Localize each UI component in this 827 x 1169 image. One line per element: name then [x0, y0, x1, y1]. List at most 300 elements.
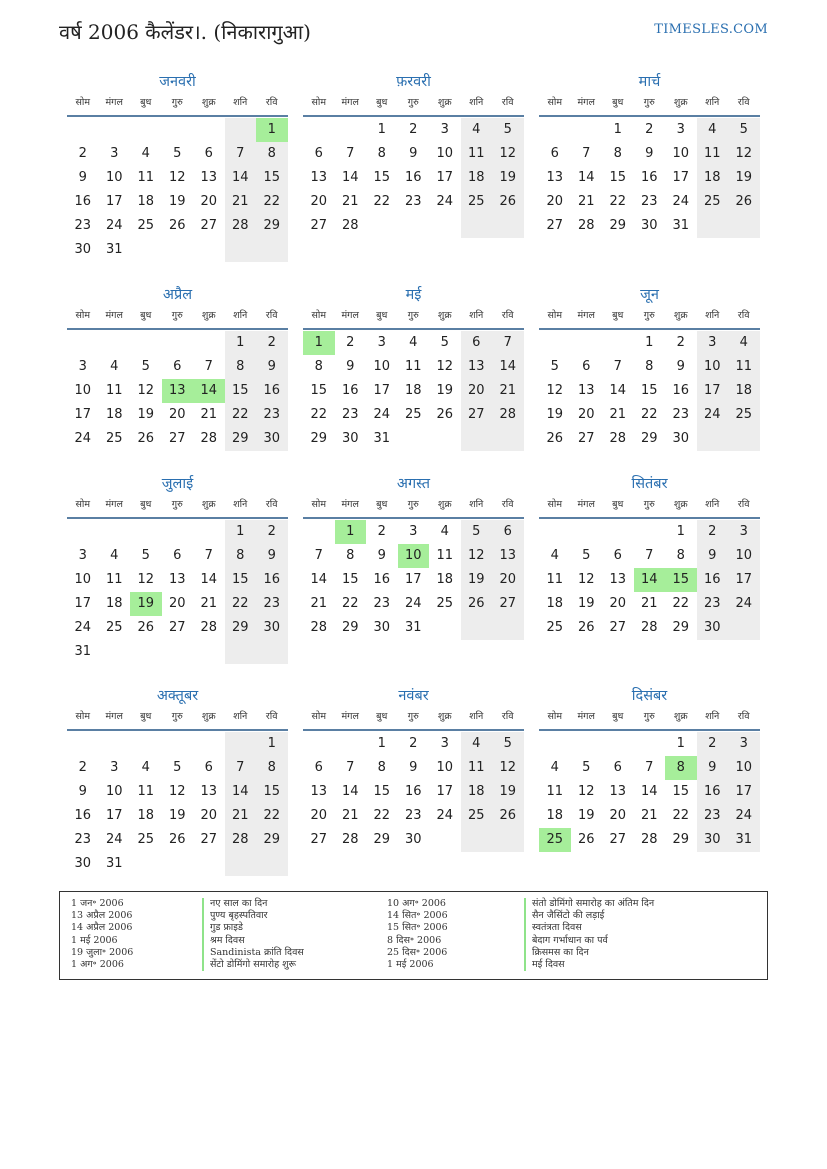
weekday-label: मंगल — [341, 310, 359, 321]
day-cell: 22 — [225, 403, 257, 427]
day-cell: 1 — [613, 122, 622, 137]
day-cell: 19 — [137, 407, 155, 422]
day-cell: 10 — [373, 359, 391, 374]
empty-cell — [429, 427, 461, 451]
weekday-label: सोम — [547, 97, 563, 108]
empty-cell — [162, 732, 194, 756]
day-cell: 22 — [341, 596, 359, 611]
legend-holiday-name: क्रिसमस का दिन — [532, 946, 589, 958]
day-cell: 4 — [550, 760, 559, 775]
day-cell: 2 — [676, 335, 685, 350]
day-cell: 28 — [200, 620, 218, 635]
weekday-header — [539, 495, 760, 519]
weekday-label: मंगल — [341, 97, 359, 108]
day-cell: 29 — [672, 620, 690, 635]
weekday-label: शुक्र — [201, 499, 216, 510]
weekday-label: शनि — [233, 499, 248, 510]
month-10 — [67, 685, 288, 876]
day-cell: 12 — [577, 572, 595, 587]
empty-cell — [256, 852, 288, 876]
day-cell: 14 — [341, 784, 359, 799]
weekday-label: गुरु — [643, 310, 655, 321]
day-cell: 24 — [672, 194, 690, 209]
month-4 — [67, 284, 288, 451]
legend-marker — [202, 898, 204, 910]
day-cell: 22 — [225, 592, 257, 616]
day-cell: 24 — [74, 620, 92, 635]
empty-cell — [99, 331, 131, 355]
day-cell: 27 — [310, 832, 328, 847]
weekday-label: सोम — [311, 310, 327, 321]
day-cell: 24 — [728, 592, 760, 616]
day-grid — [303, 331, 524, 451]
day-cell: 29 — [672, 832, 690, 847]
day-cell: 9 — [697, 544, 729, 568]
month-name: जून — [640, 287, 659, 303]
day-cell: 9 — [78, 170, 87, 185]
day-cell: 30 — [341, 431, 359, 446]
day-cell: 23 — [256, 403, 288, 427]
day-cell: 12 — [546, 383, 564, 398]
day-cell: 7 — [346, 146, 355, 161]
day-cell: 23 — [74, 832, 92, 847]
weekday-label: गुरु — [171, 310, 183, 321]
day-cell: 29 — [256, 828, 288, 852]
day-cell: 21 — [310, 596, 328, 611]
day-cell: 9 — [256, 544, 288, 568]
weekday-label: सोम — [311, 97, 327, 108]
day-cell: 30 — [404, 832, 422, 847]
empty-cell — [492, 427, 524, 451]
legend-marker — [524, 959, 526, 971]
day-cell: 21 — [225, 804, 257, 828]
day-cell: 6 — [613, 760, 622, 775]
day-grid — [539, 732, 760, 852]
day-cell: 25 — [404, 407, 422, 422]
empty-cell — [366, 214, 398, 238]
day-cell: 1 — [335, 520, 367, 544]
day-cell: 2 — [645, 122, 654, 137]
day-cell: 18 — [137, 808, 155, 823]
weekday-label: बुध — [376, 711, 388, 722]
day-cell: 2 — [256, 331, 288, 355]
legend-marker — [202, 947, 204, 959]
weekday-header — [539, 707, 760, 731]
empty-cell — [225, 732, 257, 756]
month-name: अगस्त — [396, 476, 431, 492]
day-cell: 13 — [310, 784, 328, 799]
day-cell: 10 — [436, 146, 454, 161]
weekday-label: शुक्र — [437, 711, 452, 722]
empty-cell — [162, 520, 194, 544]
day-cell: 20 — [200, 194, 218, 209]
weekday-header — [539, 306, 760, 330]
day-cell: 6 — [582, 359, 591, 374]
legend-date: 10 अग॰ 2006 — [387, 898, 446, 909]
weekday-label: बुध — [140, 97, 152, 108]
day-cell: 12 — [492, 142, 524, 166]
day-cell: 13 — [310, 170, 328, 185]
day-cell: 7 — [645, 760, 654, 775]
day-cell: 5 — [173, 146, 182, 161]
day-cell: 27 — [577, 431, 595, 446]
weekday-label: शनि — [469, 711, 484, 722]
day-cell: 9 — [346, 359, 355, 374]
empty-cell — [429, 214, 461, 238]
empty-cell — [193, 732, 225, 756]
day-cell: 28 — [225, 214, 257, 238]
day-cell: 24 — [74, 431, 92, 446]
day-cell: 14 — [492, 355, 524, 379]
weekday-label: मंगल — [105, 499, 123, 510]
month-name: नवंबर — [398, 688, 429, 704]
day-cell: 23 — [256, 592, 288, 616]
day-cell: 17 — [74, 596, 92, 611]
weekday-header — [539, 93, 760, 117]
day-cell: 1 — [225, 520, 257, 544]
day-cell: 3 — [676, 122, 685, 137]
day-cell: 20 — [609, 808, 627, 823]
legend-holiday-name: Sandinista क्रांति दिवस — [210, 946, 304, 958]
day-cell: 11 — [546, 572, 564, 587]
empty-cell — [130, 331, 162, 355]
day-cell: 20 — [492, 568, 524, 592]
day-cell: 18 — [404, 383, 422, 398]
day-cell: 15 — [672, 784, 690, 799]
day-cell: 11 — [137, 170, 155, 185]
day-cell: 8 — [346, 548, 355, 563]
empty-cell — [225, 852, 257, 876]
legend-holiday-name: सेंटो डोमिंगो समारोह शुरू — [210, 958, 297, 970]
day-cell: 7 — [225, 756, 257, 780]
day-grid — [539, 118, 760, 238]
month-7 — [67, 473, 288, 664]
weekday-label: शुक्र — [673, 310, 688, 321]
day-cell: 4 — [461, 732, 493, 756]
day-cell: 28 — [310, 620, 328, 635]
weekday-label: बुध — [140, 711, 152, 722]
empty-cell — [130, 238, 162, 262]
day-cell: 20 — [310, 194, 328, 209]
day-cell: 27 — [492, 592, 524, 616]
day-cell: 11 — [137, 784, 155, 799]
day-grid — [67, 732, 288, 876]
legend-date: 19 जुला॰ 2006 — [71, 946, 134, 958]
day-cell: 27 — [168, 431, 186, 446]
day-cell: 4 — [110, 548, 119, 563]
weekday-label: रवि — [737, 97, 750, 108]
weekday-label: सोम — [547, 711, 563, 722]
day-cell: 15 — [665, 568, 697, 592]
day-cell: 19 — [577, 808, 595, 823]
day-cell: 15 — [256, 780, 288, 804]
weekday-label: बुध — [612, 711, 624, 722]
weekday-label: बुध — [376, 310, 388, 321]
weekday-label: सोम — [311, 711, 327, 722]
empty-cell — [602, 331, 634, 355]
day-cell: 29 — [609, 218, 627, 233]
day-cell: 25 — [461, 190, 493, 214]
holiday-legend — [59, 891, 768, 980]
weekday-label: गुरु — [643, 499, 655, 510]
month-8 — [303, 473, 524, 640]
weekday-label: बुध — [612, 310, 624, 321]
day-cell: 8 — [613, 146, 622, 161]
weekday-label: बुध — [140, 499, 152, 510]
day-cell: 10 — [697, 355, 729, 379]
empty-cell — [539, 520, 571, 544]
day-cell: 15 — [373, 784, 391, 799]
day-cell: 2 — [409, 736, 418, 751]
day-cell: 3 — [110, 146, 119, 161]
empty-cell — [335, 732, 367, 756]
day-cell: 3 — [78, 359, 87, 374]
month-name: दिसंबर — [631, 688, 668, 704]
day-cell: 11 — [105, 572, 123, 587]
day-cell: 26 — [492, 804, 524, 828]
legend-holiday-name: नए साल का दिन — [210, 898, 268, 909]
legend-holiday-name: मई दिवस — [532, 958, 565, 970]
day-cell: 10 — [672, 146, 690, 161]
day-grid — [67, 520, 288, 664]
day-cell: 20 — [168, 407, 186, 422]
day-cell: 8 — [314, 359, 323, 374]
day-cell: 21 — [577, 194, 595, 209]
day-cell: 8 — [225, 355, 257, 379]
day-cell: 6 — [550, 146, 559, 161]
day-cell: 19 — [492, 166, 524, 190]
day-cell: 12 — [137, 572, 155, 587]
empty-cell — [130, 640, 162, 664]
day-cell: 6 — [461, 331, 493, 355]
empty-cell — [429, 616, 461, 640]
day-grid — [67, 331, 288, 451]
day-cell: 7 — [613, 359, 622, 374]
day-cell: 26 — [461, 592, 493, 616]
day-cell: 3 — [440, 122, 449, 137]
day-cell: 11 — [105, 383, 123, 398]
empty-cell — [634, 520, 666, 544]
weekday-label: रवि — [501, 499, 514, 510]
weekday-label: मंगल — [577, 711, 595, 722]
empty-cell — [539, 331, 571, 355]
weekday-label: रवि — [265, 97, 278, 108]
weekday-header — [303, 306, 524, 330]
day-cell: 17 — [404, 572, 422, 587]
day-cell: 25 — [728, 403, 760, 427]
day-cell: 5 — [582, 760, 591, 775]
day-cell: 25 — [461, 804, 493, 828]
day-cell: 10 — [105, 170, 123, 185]
day-cell: 27 — [168, 620, 186, 635]
day-cell: 22 — [256, 804, 288, 828]
empty-cell — [193, 640, 225, 664]
day-cell: 7 — [492, 331, 524, 355]
month-name: जनवरी — [159, 74, 196, 90]
day-cell: 29 — [310, 431, 328, 446]
day-cell: 27 — [546, 218, 564, 233]
day-cell: 5 — [173, 760, 182, 775]
empty-cell — [461, 214, 493, 238]
month-9 — [539, 473, 760, 640]
weekday-label: शनि — [233, 711, 248, 722]
day-cell: 14 — [577, 170, 595, 185]
weekday-label: बुध — [376, 97, 388, 108]
day-cell: 7 — [582, 146, 591, 161]
empty-cell — [193, 852, 225, 876]
legend-date: 1 मई 2006 — [387, 958, 434, 970]
day-cell: 27 — [200, 218, 218, 233]
weekday-label: गुरु — [643, 97, 655, 108]
day-cell: 16 — [672, 383, 690, 398]
day-cell: 4 — [141, 146, 150, 161]
weekday-label: गुरु — [171, 499, 183, 510]
day-cell: 29 — [640, 431, 658, 446]
legend-date: 1 अग॰ 2006 — [71, 958, 124, 970]
day-cell: 5 — [492, 118, 524, 142]
day-cell: 15 — [225, 568, 257, 592]
legend-date: 13 अप्रैल 2006 — [71, 910, 133, 922]
day-cell: 4 — [728, 331, 760, 355]
day-cell: 13 — [609, 572, 627, 587]
day-cell: 5 — [141, 548, 150, 563]
month-3 — [539, 71, 760, 238]
day-cell: 15 — [373, 170, 391, 185]
day-cell: 22 — [640, 407, 658, 422]
day-cell: 26 — [137, 431, 155, 446]
weekday-label: मंगल — [105, 711, 123, 722]
day-cell: 19 — [461, 568, 493, 592]
legend-date: 14 सित॰ 2006 — [387, 910, 448, 922]
empty-cell — [571, 118, 603, 142]
day-cell: 30 — [74, 242, 92, 257]
day-cell: 23 — [341, 407, 359, 422]
day-cell: 24 — [436, 808, 454, 823]
day-cell: 23 — [697, 804, 729, 828]
empty-cell — [303, 520, 335, 544]
day-cell: 30 — [672, 431, 690, 446]
day-cell: 14 — [640, 784, 658, 799]
day-cell: 5 — [440, 335, 449, 350]
empty-cell — [398, 214, 430, 238]
weekday-label: सोम — [75, 97, 91, 108]
day-cell: 30 — [256, 427, 288, 451]
day-cell: 12 — [436, 359, 454, 374]
day-cell: 14 — [193, 379, 225, 403]
day-cell: 23 — [672, 407, 690, 422]
day-cell: 31 — [373, 431, 391, 446]
weekday-label: शुक्र — [201, 97, 216, 108]
weekday-label: गुरु — [407, 97, 419, 108]
day-cell: 18 — [697, 166, 729, 190]
day-cell: 29 — [256, 214, 288, 238]
day-cell: 25 — [105, 620, 123, 635]
day-cell: 16 — [74, 194, 92, 209]
weekday-label: शनि — [469, 310, 484, 321]
weekday-label: रवि — [737, 499, 750, 510]
day-cell: 5 — [461, 520, 493, 544]
day-cell: 17 — [105, 194, 123, 209]
day-cell: 11 — [697, 142, 729, 166]
day-cell: 14 — [225, 780, 257, 804]
empty-cell — [99, 732, 131, 756]
day-cell: 22 — [609, 194, 627, 209]
legend-date: 14 अप्रैल 2006 — [71, 922, 133, 934]
day-grid — [303, 118, 524, 238]
empty-cell — [67, 732, 99, 756]
day-cell: 28 — [225, 828, 257, 852]
empty-cell — [162, 118, 194, 142]
day-cell: 25 — [697, 190, 729, 214]
weekday-label: मंगल — [105, 310, 123, 321]
legend-right-bar — [524, 898, 526, 972]
day-cell: 19 — [546, 407, 564, 422]
weekday-label: मंगल — [577, 310, 595, 321]
legend-date: 1 जन॰ 2006 — [71, 898, 124, 909]
empty-cell — [225, 640, 257, 664]
empty-cell — [67, 331, 99, 355]
weekday-header — [67, 93, 288, 117]
day-grid — [303, 732, 524, 852]
day-cell: 14 — [634, 568, 666, 592]
day-cell: 1 — [303, 331, 335, 355]
empty-cell — [398, 427, 430, 451]
empty-cell — [99, 520, 131, 544]
site-link[interactable]: TIMESLES.COM — [654, 22, 768, 37]
day-cell: 19 — [168, 194, 186, 209]
empty-cell — [162, 852, 194, 876]
empty-cell — [130, 732, 162, 756]
day-cell: 5 — [728, 118, 760, 142]
day-cell: 8 — [377, 760, 386, 775]
empty-cell — [571, 732, 603, 756]
day-cell: 7 — [314, 548, 323, 563]
day-cell: 6 — [314, 760, 323, 775]
day-cell: 10 — [728, 544, 760, 568]
day-cell: 12 — [492, 756, 524, 780]
legend-holiday-name: पुण्य बृहस्पतिवार — [210, 910, 268, 922]
day-cell: 17 — [74, 407, 92, 422]
day-cell: 16 — [640, 170, 658, 185]
day-cell: 11 — [461, 756, 493, 780]
day-cell: 19 — [728, 166, 760, 190]
day-cell: 18 — [137, 194, 155, 209]
day-cell: 25 — [436, 596, 454, 611]
day-cell: 24 — [105, 832, 123, 847]
day-cell: 17 — [728, 568, 760, 592]
day-grid — [539, 331, 760, 451]
day-cell: 22 — [373, 808, 391, 823]
weekday-label: शुक्र — [673, 97, 688, 108]
day-cell: 1 — [256, 732, 288, 756]
day-cell: 14 — [310, 572, 328, 587]
day-cell: 25 — [105, 431, 123, 446]
day-cell: 13 — [200, 784, 218, 799]
day-cell: 31 — [404, 620, 422, 635]
day-cell: 19 — [130, 592, 162, 616]
legend-holiday-name: बेदाग गर्भाधान का पर्व — [532, 934, 608, 946]
day-cell: 8 — [645, 359, 654, 374]
day-cell: 13 — [492, 544, 524, 568]
legend-date: 25 दिस॰ 2006 — [387, 946, 448, 958]
weekday-label: सोम — [547, 499, 563, 510]
day-cell: 12 — [168, 170, 186, 185]
weekday-header — [67, 707, 288, 731]
weekday-label: गुरु — [407, 711, 419, 722]
weekday-label: मंगल — [341, 499, 359, 510]
day-cell: 12 — [728, 142, 760, 166]
day-cell: 26 — [728, 190, 760, 214]
